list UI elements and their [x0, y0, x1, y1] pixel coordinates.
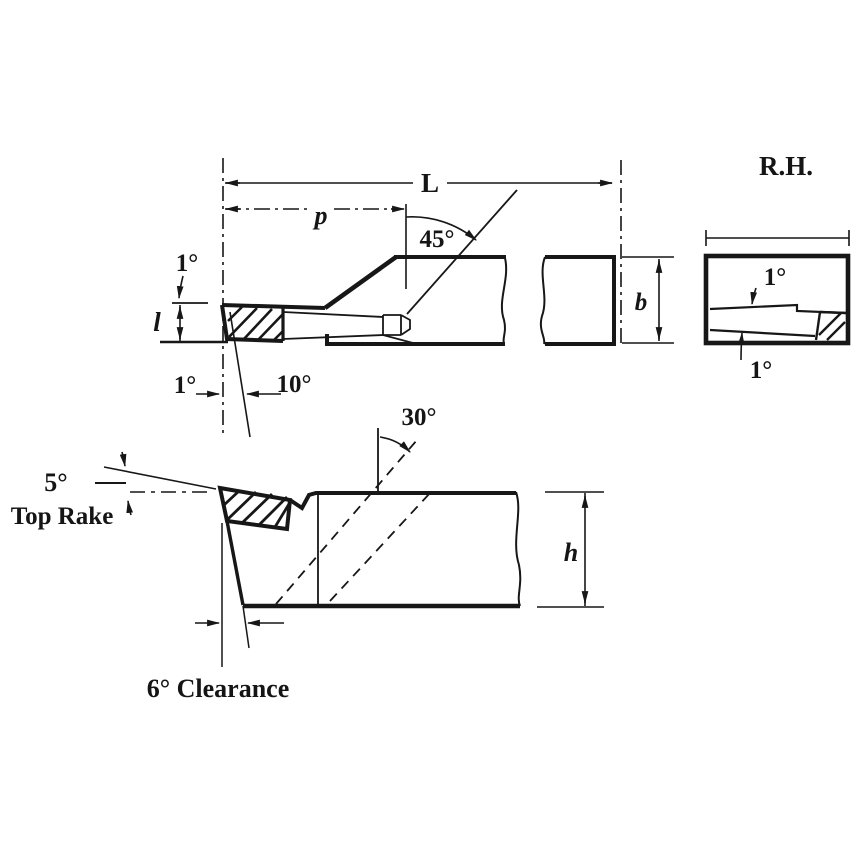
labels — [11, 151, 813, 703]
plan-blade-side-bottom-line — [283, 335, 413, 343]
label-top-taper-angle: 1° — [175, 250, 199, 277]
label-front-taper-angle: 1° — [173, 372, 197, 399]
rake-angle-line — [104, 467, 216, 489]
rake-arrow-lower — [128, 501, 131, 515]
end-view — [706, 230, 849, 360]
plan-insert-hatching — [228, 307, 283, 341]
label-overall-length: L — [420, 168, 440, 198]
plan-blade-side-top-line — [283, 312, 383, 317]
end-insert-hatching — [819, 313, 845, 340]
side-shank-top-edge — [290, 493, 516, 508]
seat-30deg-arc — [380, 437, 410, 452]
label-hand: R.H. — [759, 151, 813, 181]
front-10deg-line — [230, 312, 250, 437]
side-break-line — [516, 492, 520, 606]
seat-dashed-line-2 — [330, 493, 430, 601]
plan-nose-point — [401, 315, 410, 335]
plan-shank-right-part — [545, 257, 614, 344]
taper-1deg-top-leader — [179, 276, 183, 298]
end-blade-bottom-line — [710, 330, 815, 336]
plan-break-line-left — [502, 258, 506, 344]
plan-shank-chamfer — [325, 257, 396, 308]
side-view — [95, 428, 604, 667]
plan-nose-facet — [383, 315, 401, 335]
label-seat-angle: 30° — [401, 404, 437, 431]
plan-blade-top-edge — [222, 305, 325, 308]
label-front-edge-angle: 10° — [276, 371, 312, 398]
end-1deg-upper-leader — [752, 288, 756, 304]
dim-b-extension-lines — [622, 257, 674, 343]
label-tip-depth: l — [153, 307, 161, 337]
plan-break-line-right — [541, 257, 545, 344]
label-clearance: 6° Clearance — [146, 674, 290, 703]
clearance-slant-line — [243, 606, 249, 648]
plan-view — [160, 158, 674, 437]
end-1deg-lower-leader — [741, 333, 742, 360]
seat-dashed-line-1 — [276, 440, 417, 604]
end-width-dim-line — [706, 230, 849, 246]
side-front-face — [227, 521, 243, 605]
label-end-upper-taper: 1° — [763, 264, 787, 291]
label-rake-caption: Top Rake — [10, 503, 114, 530]
rake-arrow-upper — [122, 452, 125, 466]
label-nose-angle: 45° — [419, 226, 455, 253]
label-shank-height: h — [563, 538, 579, 567]
label-tip-projection: p — [314, 201, 328, 230]
label-end-lower-taper: 1° — [749, 357, 773, 384]
label-shank-width: b — [634, 289, 648, 316]
label-rake-angle: 5° — [44, 468, 68, 497]
